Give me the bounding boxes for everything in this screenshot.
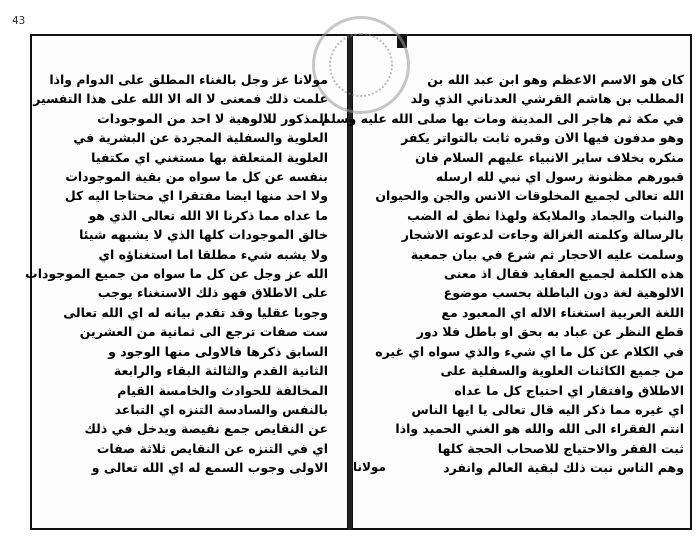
- left-page-line: المخالفة للحوادث والخامسة القيام: [117, 382, 328, 398]
- right-page-line: انتم الفقراء الى الله والله هو الغني الحميد واذا: [395, 421, 684, 437]
- left-page-line: على الاطلاق فهو ذلك الاستغناء يوجب: [97, 285, 328, 301]
- right-page-line: في مكة ثم هاجر الى المدينة ومات بها صلى الله عليه وسلم: [321, 110, 684, 126]
- right-page-line: وسلمت عليه الاحجار ثم شرع في بيان جمعية: [410, 246, 684, 262]
- right-page-line: قبورهم مظنونة رسول اي نبي لله ارسله: [435, 169, 684, 185]
- left-page-line: العلوية والسفلية المجردة عن البشرية في: [73, 130, 328, 146]
- right-page-line: بالرسالة وكلمته الغزالة وجاءت لدعوته الاشجار: [401, 227, 684, 243]
- right-page-line: كان هو الاسم الاعظم وهو ابن عبد الله بن: [427, 72, 684, 87]
- left-page-line: ست صفات ترجع الى ثمانية من العشرين: [79, 324, 328, 340]
- right-page-line: في الكلام عن كل ما اي شيء والذي سواه اي غيره: [375, 343, 684, 359]
- left-page-line: عن النقايص جمع نقيصة ويدخل في ذلك: [84, 421, 328, 437]
- right-page-line: وهم الناس نبت ذلك لبقية العالم وانفرد: [443, 460, 684, 476]
- left-page-line: بالنفس والسادسة التنزه اي التباعد: [114, 401, 328, 417]
- right-page-line: من جميع الكائنات العلوية والسفلية على: [440, 363, 684, 379]
- right-page-line: اي غيره مما ذكر اليه قال تعالى يا ايها الناس: [411, 401, 684, 417]
- left-page-line: ما عداه مما ذكرنا الا الله تعالى الذي هو: [88, 207, 328, 223]
- right-page-line: وهو مدفون فيها الان وقبره ثابت بالتواتر يكفر: [401, 130, 684, 146]
- folio-number: 43: [12, 14, 26, 27]
- right-page-line: المطلب بن هاشم القرشي العدناني الذي ولد: [410, 91, 684, 107]
- left-page-line: المذكور للالوهية لا احد من الموجودات: [97, 110, 328, 126]
- left-page-line: ولا يشبه شيء مطلقا اما استغناؤه اي: [98, 246, 328, 262]
- left-page-line: علمت ذلك فمعنى لا اله الا الله على هذا التفسير: [33, 91, 328, 107]
- left-page-line: العلوية المتعلقة بها مستغني اي مكتفيا: [91, 149, 328, 165]
- left-page-line: مولانا عز وجل بالغناء المطلق على الدوام واذا: [49, 72, 328, 87]
- right-page-line: والنبات والجماد والملايكة ولهذا نطق له الضب: [407, 207, 684, 223]
- right-page-line: قطع النظر عن عباد به بحق او باطل فلا دور: [416, 324, 684, 340]
- left-page-text: [25, 70, 328, 478]
- left-page-line: بنفسه عن كل ما سواه من بقية الموجودات: [65, 169, 328, 185]
- left-page-line: اي في التنزه عن النقايص ثلاثة صفات: [96, 440, 328, 456]
- right-page-line: هذه الكلمة لجميع العقايد فقال اذ معنى: [443, 266, 684, 282]
- right-page-line: الله تعالى لجميع المخلوقات الانس والجن والحيوان: [375, 188, 684, 204]
- catchword: مولانا: [353, 460, 386, 474]
- right-page-line: الاطلاق وافتقار اي احتياج كل ما عداه: [454, 382, 684, 398]
- left-page-line: الاولى وجوب السمع له اي الله تعالى و: [91, 460, 328, 476]
- right-page-line: اللغة العربية استغناء الاله اي المعبود مع: [441, 304, 684, 320]
- right-page-line: منكره بخلاف ساير الانبياء عليهم السلام فان: [415, 149, 684, 165]
- left-page-line: السابق ذكرها فالاولى منها الوجود و: [108, 343, 328, 359]
- left-page-line: وجوبا عقليا وقد تقدم بيانه له اي الله تعالى: [63, 304, 328, 320]
- right-page-line: ثبت الفقر والاحتياج للاصحاب الحجة كلها: [437, 440, 684, 456]
- right-page-line: الالوهية لغة دون الباطلة بحسب موضوع: [443, 285, 684, 301]
- left-page-line: ولا احد منها ايضا مفتقرا اي محتاجا اليه كل: [64, 188, 328, 204]
- left-page-line: الثانية القدم والثالثة البقاء والرابعة: [113, 363, 328, 379]
- left-page-line: الله عز وجل عن كل ما سواه من جميع الموجودات: [25, 266, 328, 282]
- left-page-line: خالق الموجودات كلها الذي لا يشبهه شيئا: [79, 227, 328, 243]
